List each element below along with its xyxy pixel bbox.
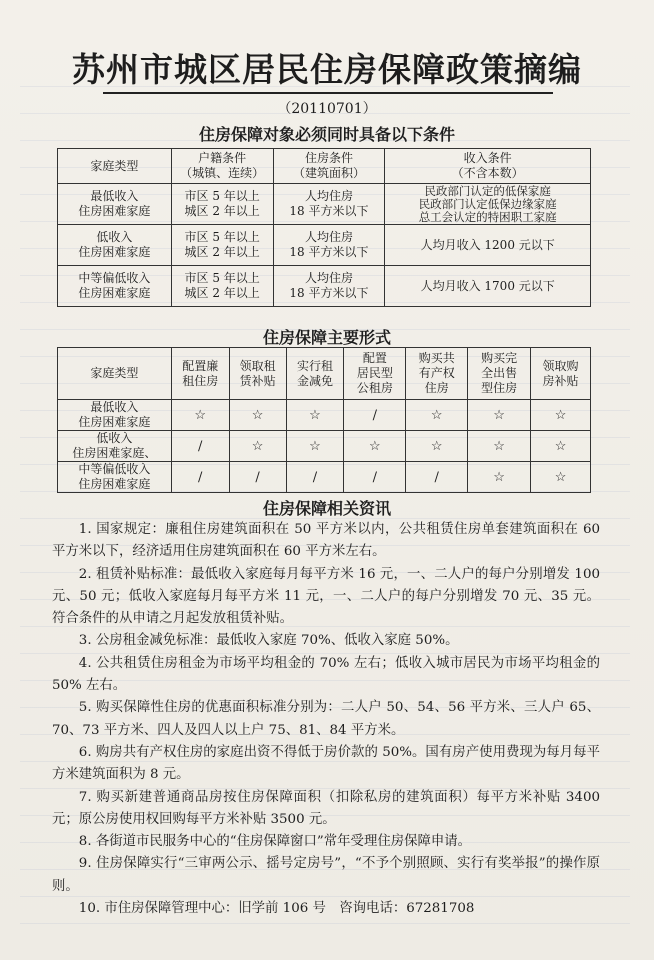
forms-heading: 住房保障主要形式 [262,328,391,347]
header-form: 购买完 全出售 型住房 [468,348,531,400]
info-heading: 住房保障相关资讯 [262,499,391,518]
info-item: 4. 公共租赁住房租金为市场平均租金的 70% 左右；低收入城市居民为市场平均租金的 50% 左右。 [52,655,600,694]
header-form: 领取租 赁补贴 [229,348,286,400]
table-row [58,431,591,462]
info-item: 7. 购买新建普通商品房按住房保障面积（扣除私房的建筑面积）每平方米补贴 3400 元；原公房使用权回购每平方米补贴 3500 元。 [52,789,600,827]
family-type-cell: 中等偏低收入 住房困难家庭 [58,462,172,493]
family-type-cell: 低收入 住房困难家庭 [58,225,172,266]
income-cell: 人均月收入 1700 元以下 [385,266,591,307]
header-form: 领取购 房补贴 [531,348,591,400]
header-family-type: 家庭类型 [58,149,172,184]
table-row [58,462,591,493]
info-list [52,519,600,920]
eligibility-cell: / [171,431,229,462]
family-type-cell: 最低收入 住房困难家庭 [58,184,172,225]
eligibility-cell: ☆ [171,400,229,431]
forms-table [57,347,591,493]
hukou-cell: 市区 5 年以上 城区 2 年以上 [171,266,273,307]
info-item: 8. 各街道市民服务中心的“住房保障窗口”常年受理住房保障申请。 [78,834,472,850]
eligibility-cell: ☆ [286,400,344,431]
header-form: 实行租 金减免 [286,348,344,400]
table-row [58,225,591,266]
family-type-cell: 低收入 住房困难家庭、 [58,431,172,462]
hukou-cell: 市区 5 年以上 城区 2 年以上 [171,184,273,225]
eligibility-cell: ☆ [468,431,531,462]
income-cell: 人均月收入 1200 元以下 [385,225,591,266]
family-type-cell: 中等偏低收入 住房困难家庭 [58,266,172,307]
eligibility-cell: / [229,462,286,493]
eligibility-cell: ☆ [468,400,531,431]
housing-cell: 人均住房 18 平方米以下 [273,266,385,307]
eligibility-cell: / [406,462,468,493]
document-date: （20110701） [277,101,377,117]
document-title: 苏州市城区居民住房保障政策摘编 [72,50,582,89]
info-item: 3. 公房租金减免标准：最低收入家庭 70%、低收入家庭 50%。 [78,633,459,649]
header-form: 配置 居民型 公租房 [344,348,406,400]
table-row [58,400,591,431]
eligibility-cell: ☆ [406,431,468,462]
income-cell: 民政部门认定的低保家庭 民政部门认定低保边缘家庭 总工会认定的特困职工家庭 [385,184,591,225]
header-hukou: 户籍条件 （城镇、连续） [171,149,273,184]
forms-header-row [58,348,591,400]
hukou-cell: 市区 5 年以上 城区 2 年以上 [171,225,273,266]
housing-cell: 人均住房 18 平方米以下 [273,225,385,266]
info-item: 5. 购买保障性住房的优惠面积标准分别为：二人户 50、54、56 平方米、三人户 65、70、73 平方米、四人及四人以上户 75、81、84 平方米。 [52,700,600,738]
eligibility-cell: ☆ [286,431,344,462]
header-form: 购买共 有产权 住房 [406,348,468,400]
eligibility-cell: / [171,462,229,493]
eligibility-cell: ☆ [468,462,531,493]
info-item: 6. 购房共有产权住房的家庭出资不得低于房价款的 50%。国有房产使用费现为每月每平方米建筑面积为 8 元。 [52,744,600,783]
table-row [58,266,591,307]
eligibility-cell: ☆ [531,462,591,493]
info-item: 9. 住房保障实行“三审两公示、摇号定房号”，“不予个别照顾、实行有奖举报”的操作原则。 [52,856,600,894]
eligibility-cell: ☆ [531,400,591,431]
eligibility-cell: / [286,462,344,493]
header-income: 收入条件 （不含本数） [385,149,591,184]
info-item: 1. 国家规定：廉租住房建筑面积在 50 平方米以内，公共租赁住房单套建筑面积在 60 平方米以下，经济适用住房建筑面积在 60 平方米左右。 [52,522,600,560]
eligibility-cell: / [344,462,406,493]
conditions-heading: 住房保障对象必须同时具备以下条件 [198,125,455,144]
housing-cell: 人均住房 18 平方米以下 [273,184,385,225]
eligibility-cell: ☆ [344,431,406,462]
eligibility-cell: ☆ [229,400,286,431]
info-item: 10. 市住房保障管理中心：旧学前 106 号 咨询电话：67281708 [78,901,475,917]
conditions-table [57,148,591,307]
table-row [58,184,591,225]
eligibility-cell: ☆ [531,431,591,462]
header-form: 配置廉 租住房 [171,348,229,400]
family-type-cell: 最低收入 住房困难家庭 [58,400,172,431]
info-item: 2. 租赁补贴标准：最低收入家庭每月每平方米 16 元，一、二人户的每户分别增发 100 元、50 元；低收入家庭每月每平方米 11 元，一、二人户的每户分别增发 70 元、35 元。符合条件的从申请之月起发放租赁补贴。 [52,566,600,627]
eligibility-cell: ☆ [229,431,286,462]
header-housing: 住房条件 （建筑面积） [273,149,385,184]
conditions-header-row [58,149,591,184]
eligibility-cell: ☆ [406,400,468,431]
eligibility-cell: / [344,400,406,431]
header-family-type: 家庭类型 [58,348,172,400]
title-underline [103,92,553,94]
